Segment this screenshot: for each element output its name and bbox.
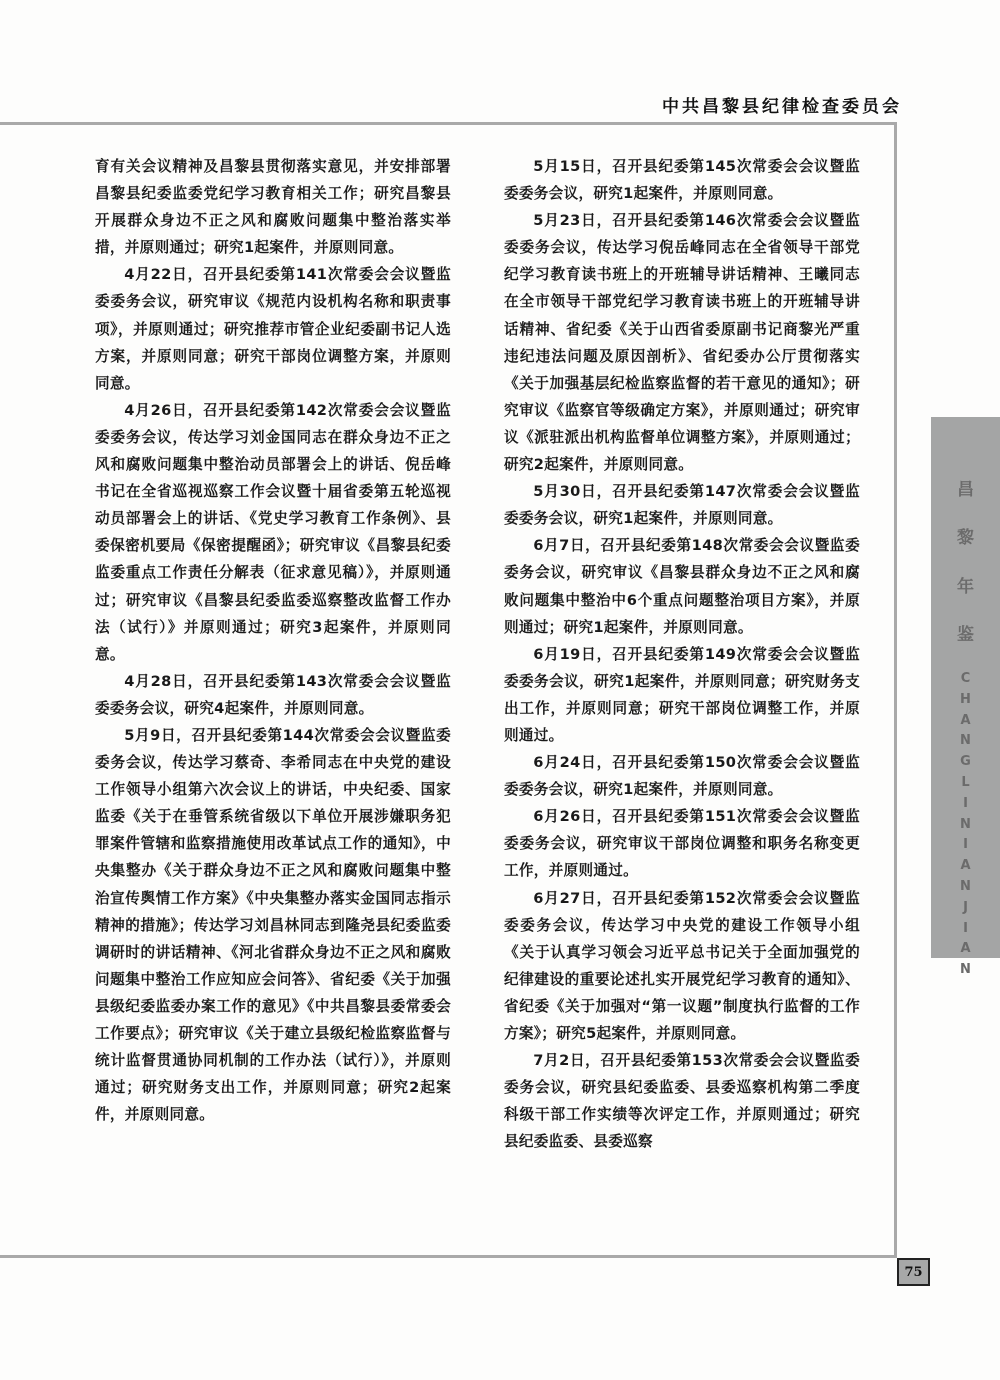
paragraph: 4月26日，召开县纪委第142次常委会会议暨监委委务会议，传达学习刘金国同志在群众身边不正之风和腐败问题集中整治动员部署会上的讲话、倪岳峰书记在全省巡视巡察工作会议暨十届省委第五轮巡视动员部署会上的讲话、《党史学习教育工作条例》、县委保密机要局《保密提醒函》；研究审议《昌黎县纪委监委重点工作责任分解表（征求意见稿）》，并原则通过；研究审议《昌黎县纪委监委巡察整改监督工作办法（试行）》并原则通过；研究3起案件，并原则同意。 bbox=[95, 401, 451, 663]
side-tab-letter: C bbox=[960, 671, 971, 686]
page-frame-right-rule bbox=[894, 122, 897, 1257]
side-tab-letter: A bbox=[960, 858, 971, 874]
paragraph: 5月9日，召开县纪委第144次常委会会议暨监委委务会议，传达学习蔡奇、李希同志在中央党的建设工作领导小组第六次会议上的讲话，中央纪委、国家监委《关于在垂管系统省级以下单位开展涉嫌职务犯罪案件管辖和监察措施使用改革试点工作的通知》，中央集整办《关于群众身边不正之风和腐败问题集中整治宣传舆情工作方案》《中央集整办落实金国同志指示精神的措施》；传达学习刘昌林同志到隆尧县纪委监委调研时的讲话精神、《河北省群众身边不正之风和腐败问题集中整治工作应知应会问答》、省纪委《关于加强县级纪委监委办案工作的意见》《中共昌黎县委常委会工作要点》；研究审议《关于建立县级纪检监察监督与统计监督贯通协同机制的工作办法（试行）》，并原则通过；研究财务支出工作，并原则同意；研究2起案件，并原则同意。 bbox=[95, 726, 451, 1124]
side-tab-char: 年 bbox=[957, 577, 974, 597]
side-tab-letter: A bbox=[960, 712, 971, 728]
side-tab-char: 鉴 bbox=[957, 625, 974, 645]
side-tab-letter: N bbox=[960, 733, 971, 749]
text-column-left bbox=[95, 153, 451, 1128]
paragraph: 4月22日，召开县纪委第141次常委会会议暨监委委务会议，研究审议《规范内设机构名称和职责事项》，并原则通过；研究推荐市管企业纪委副书记人选方案，并原则同意；研究干部岗位调整方案，并原则同意。 bbox=[95, 266, 451, 392]
side-tab-letter: I bbox=[963, 795, 968, 811]
side-tab-char: 昌 bbox=[957, 480, 974, 500]
side-tab-letter: H bbox=[960, 691, 971, 707]
side-tab-letter: A bbox=[960, 941, 971, 957]
paragraph: 5月15日，召开县纪委第145次常委会会议暨监委委务会议，研究1起案件，并原则同意。 bbox=[504, 158, 860, 203]
side-tab-letter: G bbox=[960, 754, 971, 770]
paragraph: 5月23日，召开县纪委第146次常委会会议暨监委委务会议，传达学习倪岳峰同志在全省领导干部党纪学习教育读书班上的开班辅导讲话精神、王曦同志在全市领导干部党纪学习教育读书班上的开班辅导讲话精神、省纪委《关于山西省委原副书记商黎光严重违纪违法问题及原因剖析》、省纪委办公厅贯彻落实《关于加强基层纪检监察监督的若干意见的通知》；研究审议《监察官等级确定方案》，并原则通过；研究审议《派驻派出机构监督单位调整方案》，并原则通过；研究2起案件，并原则同意。 bbox=[504, 212, 860, 474]
paragraph: 5月30日，召开县纪委第147次常委会会议暨监委委务会议，研究1起案件，并原则同意。 bbox=[504, 483, 860, 528]
paragraph: 6月26日，召开县纪委第151次常委会会议暨监委委务会议，研究审议干部岗位调整和职务名称变更工作，并原则通过。 bbox=[504, 808, 860, 880]
side-tab-letter: I bbox=[963, 920, 968, 936]
paragraph: 7月2日，召开县纪委第153次常委会会议暨监委委务会议，研究县纪委监委、县委巡察机构第二季度科级干部工作实绩等次评定工作，并原则通过；研究县纪委监委、县委巡察 bbox=[504, 1052, 860, 1151]
paragraph: 育有关会议精神及昌黎县贯彻落实意见，并安排部署昌黎县纪委监委党纪学习教育相关工作；研究昌黎县开展群众身边不正之风和腐败问题集中整治落实举措，并原则通过；研究1起案件，并原则同意。 bbox=[95, 158, 451, 257]
paragraph: 6月27日，召开县纪委第152次常委会会议暨监委委务会议，传达学习中央党的建设工作领导小组《关于认真学习领会习近平总书记关于全面加强党的纪律建设的重要论述扎实开展党纪学习教育的通知》、省纪委《关于加强对“第一议题”制度执行监督的工作方案》；研究5起案件，并原则同意。 bbox=[504, 889, 860, 1042]
side-tab-pinyin bbox=[931, 669, 1000, 981]
text-column-right bbox=[504, 153, 860, 1155]
paragraph: 4月28日，召开县纪委第143次常委会会议暨监委委务会议，研究4起案件，并原则同意。 bbox=[95, 672, 451, 717]
side-tab-letter: I bbox=[963, 837, 968, 853]
side-tab-letter: N bbox=[960, 816, 971, 832]
page-frame-bottom-rule bbox=[0, 1255, 897, 1258]
side-tab-letter: N bbox=[960, 962, 971, 978]
paragraph: 6月24日，召开县纪委第150次常委会会议暨监委委务会议，研究1起案件，并原则同意。 bbox=[504, 754, 860, 799]
page-frame-top-rule bbox=[0, 122, 897, 125]
page-number: 75 bbox=[897, 1258, 930, 1286]
side-tab-letter: J bbox=[963, 899, 968, 915]
paragraph: 6月7日，召开县纪委第148次常委会会议暨监委委务会议，研究审议《昌黎县群众身边不正之风和腐败问题集中整治中6个重点问题整治项目方案》，并原则通过；研究1起案件，并原则同意。 bbox=[504, 537, 860, 636]
paragraph: 6月19日，召开县纪委第149次常委会会议暨监委委务会议，研究1起案件，并原则同意；研究财务支出工作，并原则同意；研究干部岗位调整工作，并原则通过。 bbox=[504, 645, 860, 744]
side-tab-char: 黎 bbox=[957, 528, 974, 548]
yearbook-side-tab bbox=[931, 417, 1000, 978]
running-header-title: 中共昌黎县纪律检查委员会 bbox=[662, 97, 902, 117]
side-tab-letter: L bbox=[961, 774, 970, 790]
side-tab-letter: N bbox=[960, 878, 971, 894]
